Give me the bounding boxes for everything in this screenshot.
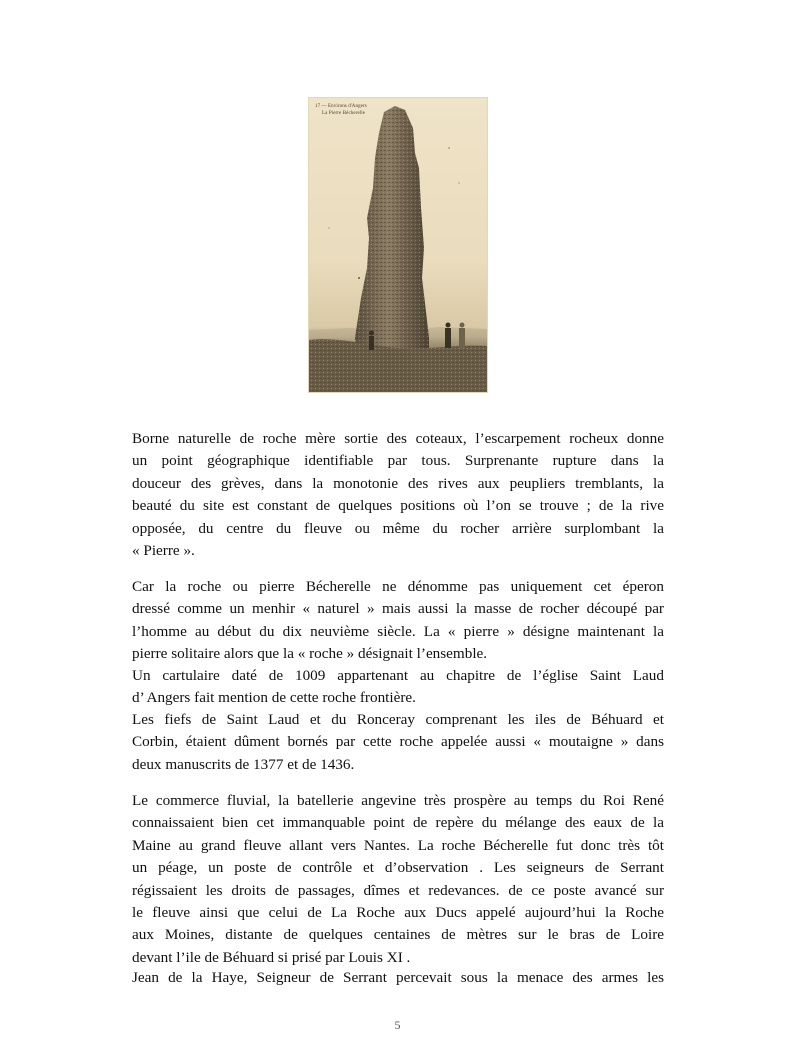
text-line: régissaient les droits de passages, dîmes et redevances. de ce poste avancé sur — [132, 881, 664, 899]
text-line: deux manuscrits de 1377 et de 1436. — [132, 755, 355, 773]
text-line: devant l’ile de Béhuard si prisé par Louis XI . — [132, 948, 411, 966]
text-line: Corbin, étaient dûment bornés par cette roche appelée aussi « moutaigne » dans — [132, 733, 664, 751]
text-line: opposée, du centre du fleuve ou même du rocher arrière surplombant la — [132, 519, 664, 537]
text-line: le fleuve ainsi que celui de La Roche aux Ducs appelé aujourd’hui la Roche — [132, 903, 664, 921]
text-line: Car la roche ou pierre Bécherelle ne dénomme pas uniquement cet éperon — [132, 578, 664, 595]
text-line: un péage, un poste de contrôle et d’observation . Les seigneurs de Serrant — [132, 859, 664, 877]
standing-rock-illustration — [309, 98, 487, 392]
text-line: connaissaient bien cet immanquable point de repère du mélange des eaux de la — [132, 814, 664, 832]
text-line: dressé comme un menhir « naturel » mais aussi la masse de rocher découpé par — [132, 600, 664, 618]
postcard-caption-line2: La Pierre Bécherelle — [322, 111, 366, 116]
text-line: beauté du site est constant de quelques positions où l’on se trouve ; de la rive — [132, 497, 664, 515]
text-line: « Pierre ». — [132, 541, 195, 559]
paragraph-1 — [132, 428, 664, 562]
text-line: Jean de la Haye, Seigneur de Serrant percevait sous la menace des armes les — [132, 969, 664, 986]
paragraph-5 — [132, 790, 664, 969]
text-line: d’ Angers fait mention de cette roche frontière. — [132, 689, 416, 707]
text-line: Le commerce fluvial, la batellerie angevine très prospère au temps du Roi René — [132, 792, 664, 809]
paragraph-2 — [132, 576, 664, 666]
text-line: Les fiefs de Saint Laud et du Ronceray comprenant les iles de Béhuard et — [132, 711, 664, 728]
text-line: pierre solitaire alors que la « roche » désignait l’ensemble. — [132, 645, 488, 663]
page-number: 5 — [394, 1018, 401, 1032]
paragraph-6 — [132, 967, 664, 989]
text-line: Maine au grand fleuve allant vers Nantes. La roche Bécherelle fut donc très tôt — [132, 836, 664, 854]
text-line: douceur des grèves, dans la monotonie des rives aux peupliers tremblants, la — [132, 474, 664, 492]
text-line: un point géographique identifiable par tous. Surprenante rupture dans la — [132, 452, 664, 470]
postcard-photo — [309, 98, 487, 392]
text-line: aux Moines, distante de quelques centaines de mètres sur le bras de Loire — [132, 926, 664, 944]
text-line: l’homme au début du dix neuvième siècle. La « pierre » désigne maintenant la — [132, 622, 664, 640]
paragraph-3 — [132, 665, 664, 710]
text-line: Un cartulaire daté de 1009 appartenant au chapitre de l’église Saint Laud — [132, 667, 664, 684]
paragraph-4 — [132, 709, 664, 776]
text-line: Borne naturelle de roche mère sortie des coteaux, l’escarpement rocheux donne — [132, 430, 664, 447]
postcard-caption-line1: 17 — Environs d'Angers — [315, 104, 367, 109]
